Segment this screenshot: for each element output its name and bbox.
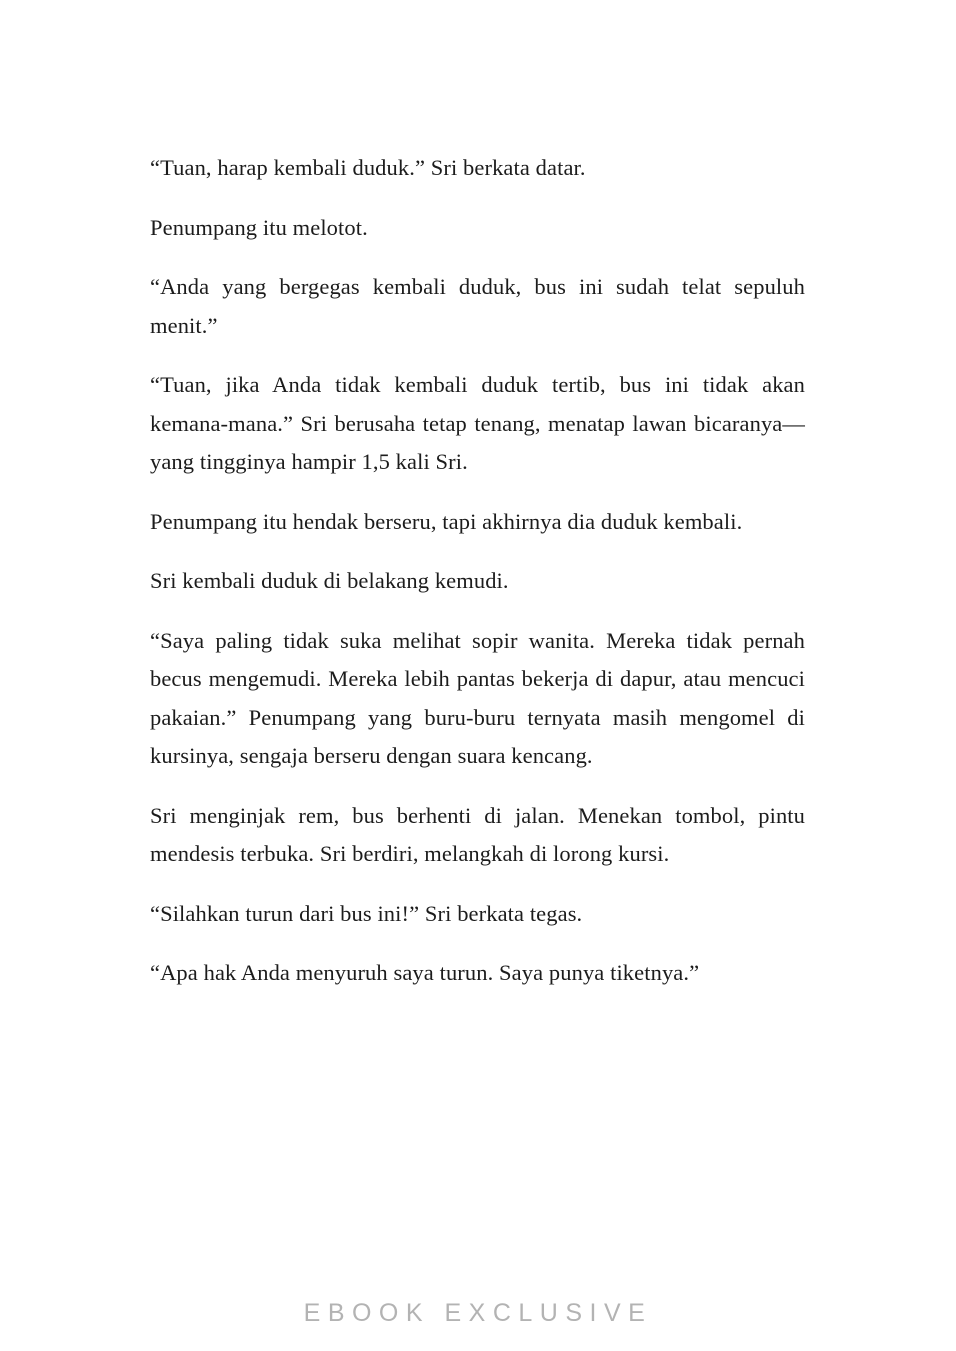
- paragraph: “Anda yang bergegas kembali duduk, bus ini sudah telat sepuluh menit.”: [150, 274, 805, 338]
- paragraph: Sri kembali duduk di belakang kemudi.: [150, 568, 509, 593]
- paragraph: “Tuan, jika Anda tidak kembali duduk tertib, bus ini tidak akan kemana-mana.” Sri berusaha tetap tenang, menatap lawan bicaranya—yang tingginya hampir 1,5 kali Sri.: [150, 372, 805, 474]
- paragraph: “Saya paling tidak suka melihat sopir wanita. Mereka tidak pernah becus mengemudi. Mereka lebih pantas bekerja di dapur, atau mencuci pakaian.” Penumpang yang buru-buru ternyata masih mengomel di kursinya, sengaja berseru dengan suara kencang.: [150, 627, 805, 768]
- paragraph: Sri menginjak rem, bus berhenti di jalan. Menekan tombol, pintu mendesis terbuka. Sri berdiri, melangkah di lorong kursi.: [150, 802, 805, 866]
- paragraph: “Silahkan turun dari bus ini!” Sri berkata tegas.: [150, 900, 583, 926]
- page-body: [150, 149, 805, 1014]
- paragraph: “Apa hak Anda menyuruh saya turun. Saya punya tiketnya.”: [150, 960, 700, 985]
- paragraph: Penumpang itu melotot.: [150, 214, 368, 240]
- footer-watermark: EBOOK EXCLUSIVE: [303, 1299, 653, 1327]
- paragraph: Penumpang itu hendak berseru, tapi akhirnya dia duduk kembali.: [150, 508, 743, 534]
- paragraph: “Tuan, harap kembali duduk.” Sri berkata datar.: [150, 155, 586, 180]
